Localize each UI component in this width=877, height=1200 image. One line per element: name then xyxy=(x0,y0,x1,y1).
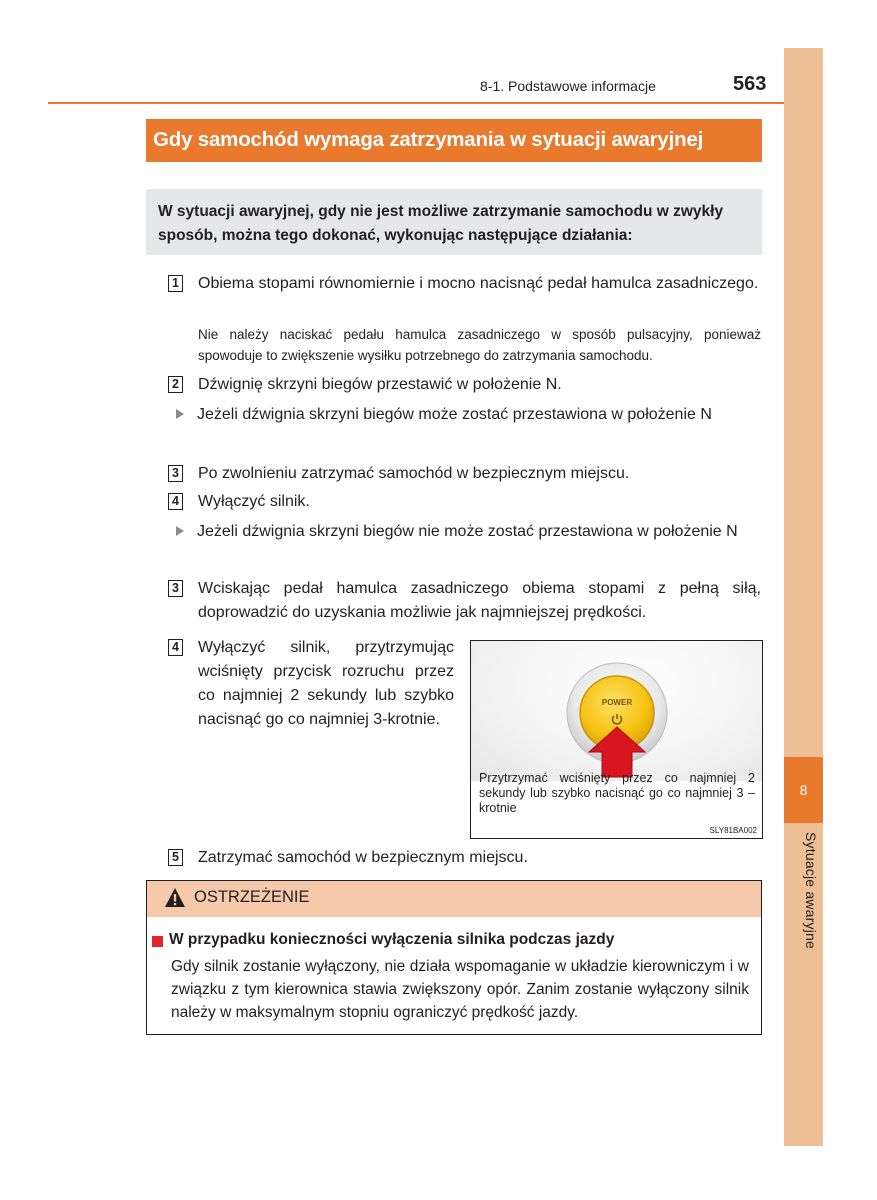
condition-text: Jeżeli dźwignia skrzyni biegów nie może zostać przestawiona w położenie N xyxy=(197,523,738,540)
page-number: 563 xyxy=(733,73,767,95)
step-number-box: 5 xyxy=(168,849,183,866)
step-3-b xyxy=(168,577,761,625)
step-5 xyxy=(168,846,761,870)
chapter-title-vertical: Sytuacje awaryjne xyxy=(803,832,819,950)
figure-code: SLY81BA002 xyxy=(709,826,757,835)
warning-subheading: W przypadku konieczności wyłączenia silnika podczas jazdy xyxy=(169,931,615,948)
warning-heading: OSTRZEŻENIE xyxy=(194,888,310,906)
power-button-label: POWER xyxy=(601,698,633,707)
condition-text: Jeżeli dźwignia skrzyni biegów może zostać przestawiona w położenie N xyxy=(197,406,712,423)
warning-text: Gdy silnik zostanie wyłączony, nie działa wspomaganie w układzie kierowniczym i w związku z tym kierownica stawia zwiększony opór. Zanim zostanie wyłączony silnik należy w maksymalnym stopniu ograniczyć prędkość jazdy. xyxy=(171,958,749,1021)
step-3-a xyxy=(168,462,761,486)
header-rule xyxy=(48,102,784,104)
step-4-b xyxy=(168,636,454,732)
warning-box xyxy=(146,880,762,1035)
intro-text: W sytuacji awaryjnej, gdy nie jest możliwe zatrzymanie samochodu w zwykły sposób, można tego dokonać, wykonując następujące działania: xyxy=(158,203,724,244)
red-square-bullet-icon xyxy=(152,936,163,947)
running-header: 8-1. Podstawowe informacje xyxy=(480,78,656,94)
section-title: Gdy samochód wymaga zatrzymania w sytuacji awaryjnej xyxy=(146,119,762,162)
condition-a xyxy=(176,403,761,427)
step-4-a xyxy=(168,490,761,514)
step-1 xyxy=(168,272,761,296)
step-number-box: 3 xyxy=(168,465,183,482)
step-1-note: Nie należy naciskać pedału hamulca zasadniczego w sposób pulsacyjny, ponieważ spowoduje to zwiększenie wysiłku potrzebnego do zatrzymania samochodu. xyxy=(198,327,761,363)
warning-triangle-icon xyxy=(164,887,186,908)
step-number-box: 3 xyxy=(168,580,183,597)
warning-header xyxy=(147,881,761,917)
triangle-bullet-icon xyxy=(176,409,184,419)
step-text: Wyłączyć silnik. xyxy=(198,493,310,510)
step-number-box: 2 xyxy=(168,376,183,393)
step-text: Obiema stopami równomiernie i mocno nacisnąć pedał hamulca zasadniczego. xyxy=(198,275,759,292)
step-text: Dźwignię skrzyni biegów przestawić w położenie N. xyxy=(198,376,562,393)
step-text: Zatrzymać samochód w bezpiecznym miejscu. xyxy=(198,849,528,866)
press-arrow-icon xyxy=(471,641,762,781)
step-number-box: 1 xyxy=(168,275,183,292)
figure-caption: Przytrzymać wciśnięty przez co najmniej 2 sekundy lub szybko nacisnąć go co najmniej 3 – krotnie xyxy=(479,771,755,815)
triangle-bullet-icon xyxy=(176,526,184,536)
chapter-side-strip xyxy=(784,48,823,1146)
condition-b xyxy=(176,520,761,544)
step-2 xyxy=(168,373,761,397)
step-text: Wciskając pedał hamulca zasadniczego obiema stopami z pełną siłą, doprowadzić do uzyskania możliwie jak najmniejszej prędkości. xyxy=(198,580,761,621)
step-number-box: 4 xyxy=(168,493,183,510)
intro-box xyxy=(146,189,762,255)
power-button-figure xyxy=(470,640,763,839)
step-text: Po zwolnieniu zatrzymać samochód w bezpiecznym miejscu. xyxy=(198,465,630,482)
chapter-number-tab[interactable]: 8 xyxy=(784,757,823,823)
step-number-box: 4 xyxy=(168,639,183,656)
step-text: Wyłączyć silnik, przytrzymując wciśnięty przycisk rozruchu przez co najmniej 2 sekundy lub szybko nacisnąć go co najmniej 3-krotnie. xyxy=(198,639,454,728)
